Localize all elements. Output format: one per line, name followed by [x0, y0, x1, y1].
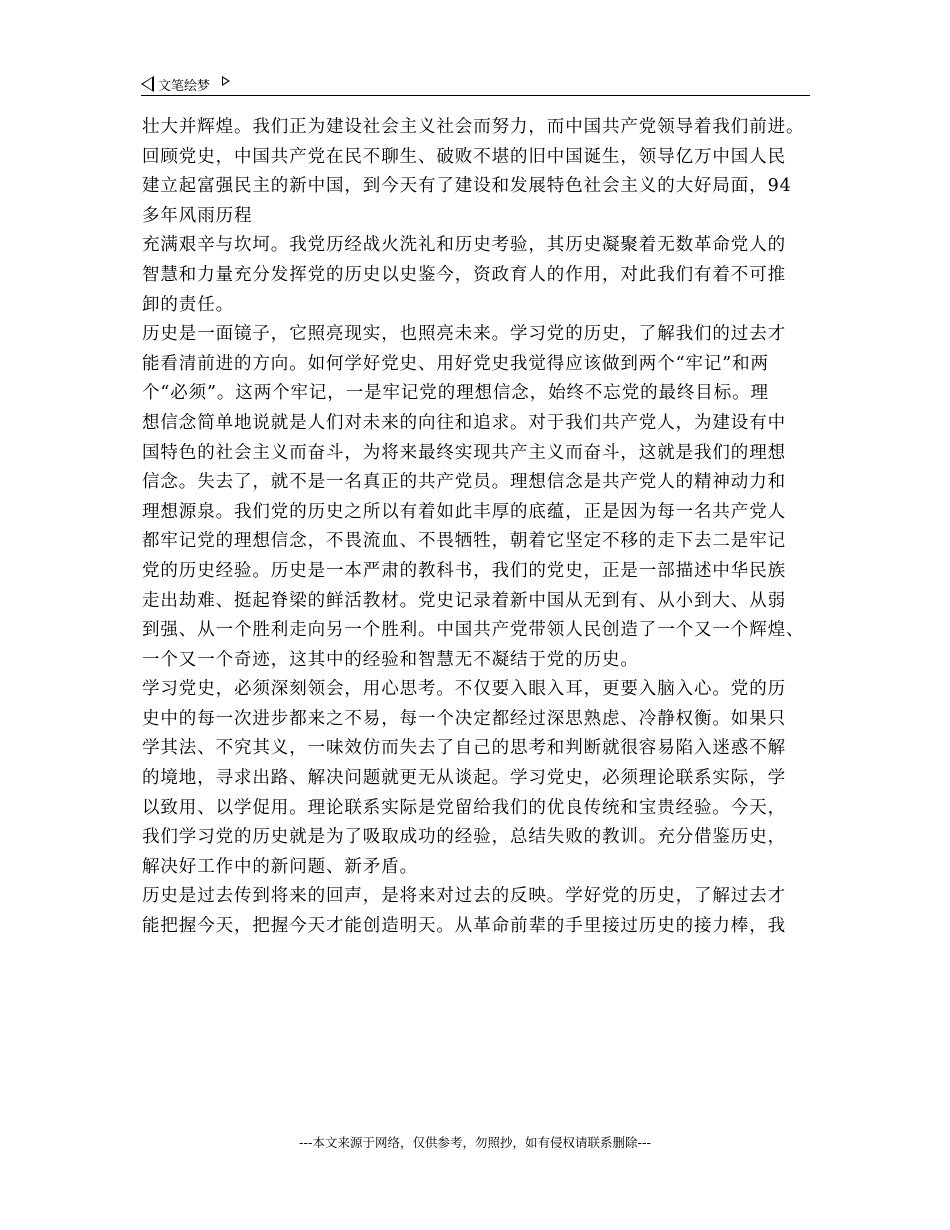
text-line: 一个又一个奇迹，这其中的经验和智慧无不凝结于党的历史。 [142, 649, 639, 670]
text-line: 学习党史，必须深刻领会，用心思考。不仅要入眼入耳，更要入脑入心。党的历 [142, 679, 786, 700]
brand-text: 文笔绘梦 [158, 78, 211, 94]
page-header [141, 70, 810, 98]
text-line: 走出劫难、挺起脊梁的鲜活教材。党史记录着新中国从无到有、从小到大、从弱 [142, 590, 786, 611]
text-line: 国特色的社会主义而奋斗，为将来最终实现共产主义而奋斗，这就是我们的理想 [142, 442, 786, 463]
text-line: 信念。失去了，就不是一名真正的共产党员。理想信念是共产党人的精神动力和 [142, 472, 786, 493]
page-footer: ---本文来源于网络，仅供参考，勿照抄，如有侵权请联系删除--- [298, 1135, 652, 1150]
text-line: 能看清前进的方向。如何学好党史、用好党史我觉得应该做到两个“牢记”和两 [142, 353, 769, 374]
text-line: 能把握今天，把握今天才能创造明天。从革命前辈的手里接过历史的接力棒，我 [142, 916, 786, 937]
header-brand [141, 73, 230, 95]
header-divider [141, 95, 810, 96]
text-line: 学其法、不究其义，一味效仿而失去了自己的思考和判断就很容易陷入迷惑不解 [142, 738, 786, 759]
text-line: 智慧和力量充分发挥党的历史以史鉴今，资政育人的作用，对此我们有着不可推 [142, 264, 786, 285]
text-line: 想信念简单地说就是人们对未来的向往和追求。对于我们共产党人，为建设有中 [142, 412, 786, 433]
text-line: 多年风雨历程 [142, 205, 253, 226]
text-line: 都牢记党的理想信念，不畏流血、不畏牺牲，朝着它坚定不移的走下去二是牢记 [142, 531, 786, 552]
text-line: 解决好工作中的新问题、新矛盾。 [142, 856, 418, 877]
text-line: 我们学习党的历史就是为了吸取成功的经验，总结失败的教训。充分借鉴历史， [142, 827, 786, 848]
text-line: 回顾党史，中国共产党在民不聊生、破败不堪的旧中国诞生，领导亿万中国人民 [142, 146, 786, 167]
text-line: 到强、从一个胜利走向另一个胜利。中国共产党带领人民创造了一个又一个辉煌、 [142, 620, 805, 641]
text-line: 充满艰辛与坎坷。我党历经战火洗礼和历史考验，其历史凝聚着无数革命党人的 [142, 235, 786, 256]
triangle-left-icon [141, 76, 154, 92]
text-line: 的境地，寻求出路、解决问题就更无从谈起。学习党史，必须理论联系实际，学 [142, 768, 786, 789]
text-line: 建立起富强民主的新中国，到今天有了建设和发展特色社会主义的大好局面，94 [142, 176, 792, 197]
text-line: 历史是一面镜子，它照亮现实，也照亮未来。学习党的历史，了解我们的过去才 [142, 324, 786, 345]
text-line: 党的历史经验。历史是一本严肃的教科书，我们的党史，正是一部描述中华民族 [142, 560, 786, 581]
text-line: 历史是过去传到将来的回声，是将来对过去的反映。学好党的历史，了解过去才 [142, 886, 786, 907]
text-line: 理想源泉。我们党的历史之所以有着如此丰厚的底蕴，正是因为每一名共产党人 [142, 501, 786, 522]
text-line: 壮大并辉煌。我们正为建设社会主义社会而努力，而中国共产党领导着我们前进。 [142, 117, 805, 137]
text-line: 以致用、以学促用。理论联系实际是党留给我们的优良传统和宝贵经验。今天， [142, 797, 786, 818]
text-line: 个“必须”。这两个牢记，一是牢记党的理想信念，始终不忘党的最终目标。理 [142, 383, 769, 404]
document-body [142, 113, 812, 942]
text-line: 卸的责任。 [142, 294, 234, 315]
text-line: 史中的每一次进步都来之不易，每一个决定都经过深思熟虑、冷静权衡。如果只 [142, 708, 786, 729]
triangle-right-icon [222, 76, 230, 86]
